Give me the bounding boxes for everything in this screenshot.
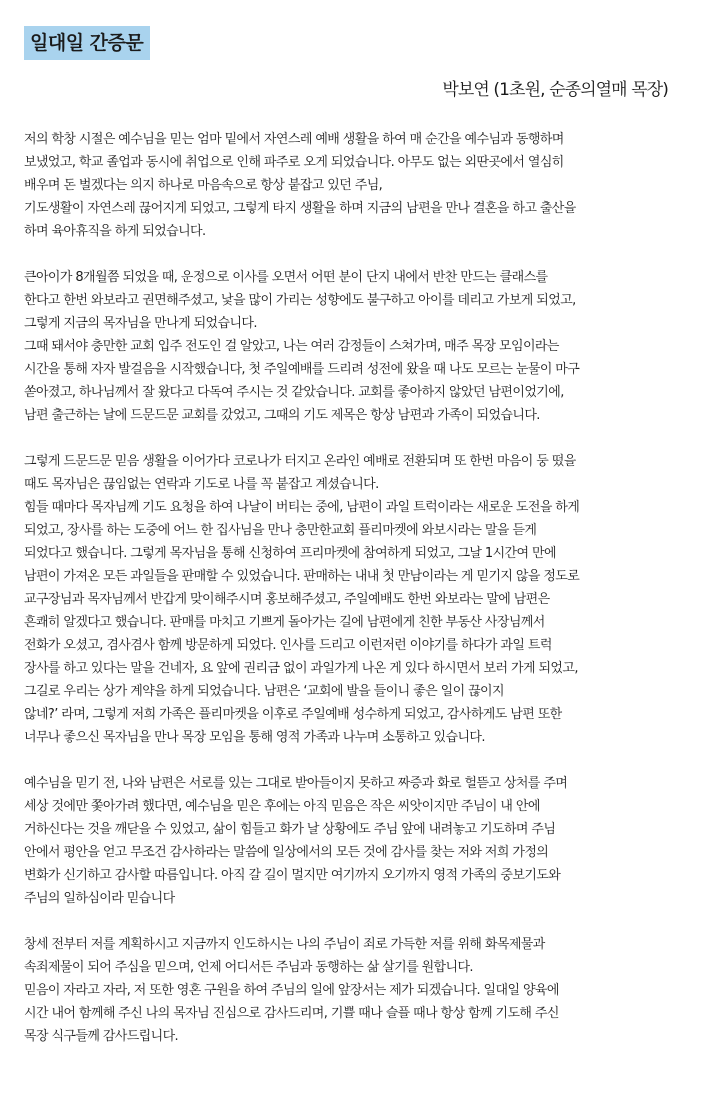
text-line: 그때 돼서야 충만한 교회 입주 전도인 걸 알았고, 나는 여러 감정들이 스쳐가며, 매주 목장 모임이라는 [24, 339, 559, 354]
text-line: 남편 출근하는 날에 드문드문 교회를 갔었고, 그때의 기도 제목은 항상 남편과 가족이 되었습니다. [24, 408, 540, 423]
text-line: 교구장님과 목자님께서 반갑게 맞이해주시며 홍보해주셨고, 주일예배도 한번 와보라는 말에 남편은 [24, 592, 550, 607]
text-line: 안에서 평안을 얻고 무조건 감사하라는 말씀에 일상에서의 모든 것에 감사를 찾는 저와 저희 가정의 [24, 845, 549, 860]
text-line: 큰아이가 8개월쯤 되었을 때, 운정으로 이사를 오면서 어떤 분이 단지 내에서 반찬 만드는 클래스를 [24, 270, 548, 285]
text-line: 한다고 한번 와보라고 권면해주셨고, 낯을 많이 가리는 성향에도 불구하고 아이를 데리고 가보게 되었고, [24, 293, 576, 308]
text-line: 예수님을 믿기 전, 나와 남편은 서로를 있는 그대로 받아들이지 못하고 짜증과 화로 헐뜯고 상처를 주며 [24, 776, 568, 791]
text-line: 때도 목자님은 끊임없는 연락과 기도로 나를 꼭 붙잡고 계셨습니다. [24, 477, 379, 492]
text-line: 그길로 우리는 상가 계약을 하게 되었습니다. 남편은 ‘교회에 발을 들이니 좋은 일이 끊이지 [24, 684, 504, 699]
text-line: 되었고, 장사를 하는 도중에 어느 한 집사님을 만나 충만한교회 플리마켓에 와보시라는 말을 듣게 [24, 523, 537, 538]
text-line: 배우며 돈 벌겠다는 의지 하나로 마음속으로 항상 붙잡고 있던 주님, [24, 178, 383, 193]
page-title: 일대일 간증문 [30, 32, 144, 54]
author-byline: 박보연 (1초원, 순종의열매 목장) [442, 80, 668, 100]
text-line: 목장 식구들께 감사드립니다. [24, 1029, 179, 1044]
text-line: 보냈었고, 학교 졸업과 동시에 취업으로 인해 파주로 오게 되었습니다. 아무도 없는 외딴곳에서 열심히 [24, 155, 564, 170]
paragraph [24, 450, 684, 749]
text-line: 시간 내어 함께해 주신 나의 목자님 진심으로 감사드리며, 기쁠 때나 슬플 때나 항상 함께 기도해 주신 [24, 1006, 559, 1021]
text-line: 주님의 일하심이라 믿습니다 [24, 891, 175, 906]
text-line: 흔쾌히 알겠다고 했습니다. 판매를 마치고 기쁘게 돌아가는 길에 남편에게 친한 부동산 사장님께서 [24, 615, 545, 630]
text-line: 쏟아졌고, 하나님께서 잘 왔다고 다독여 주시는 것 같았습니다. 교회를 좋아하지 않았던 남편이었기에, [24, 385, 564, 400]
text-line: 힘들 때마다 목자님께 기도 요청을 하여 나날이 버티는 중에, 남편이 과일 트럭이라는 새로운 도전을 하게 [24, 500, 580, 515]
text-line: 남편이 가져온 모든 과일들을 판매할 수 있었습니다. 판매하는 내내 첫 만남이라는 게 믿기지 않을 정도로 [24, 569, 580, 584]
paragraph [24, 772, 684, 910]
text-line: 시간을 통해 자자 발걸음을 시작했습니다, 첫 주일예배를 드리려 성전에 왔을 때 나도 모르는 눈물이 마구 [24, 362, 580, 377]
text-line: 하며 육아휴직을 하게 되었습니다. [24, 224, 206, 239]
text-line: 세상 것에만 쫓아가려 했다면, 예수님을 믿은 후에는 아직 믿음은 작은 씨앗이지만 주님이 내 안에 [24, 799, 540, 814]
text-line: 장사를 하고 있다는 말을 건네자, 요 앞에 권리금 없이 과일가게 나온 게 있다 하시면서 보러 가게 되었고, [24, 661, 578, 676]
text-line: 저의 학창 시절은 예수님을 믿는 엄마 밑에서 자연스레 예배 생활을 하여 매 순간을 예수님과 동행하며 [24, 132, 564, 147]
text-line: 너무나 좋으신 목자님을 만나 목장 모임을 통해 영적 가족과 나누며 소통하고 있습니다. [24, 730, 485, 745]
text-line: 창세 전부터 저를 계획하시고 지금까지 인도하시는 나의 주님이 죄로 가득한 저를 위해 화목제물과 [24, 937, 545, 952]
testimony-body [24, 128, 684, 1071]
text-line: 그렇게 지금의 목자님을 만나게 되었습니다. [24, 316, 257, 331]
text-line: 않네?’ 라며, 그렇게 저희 가족은 플리마켓을 이후로 주일예배 성수하게 되었고, 감사하게도 남편 또한 [24, 707, 562, 722]
text-line: 믿음이 자라고 자라, 저 또한 영혼 구원을 하여 주님의 일에 앞장서는 제가 되겠습니다. 일대일 양육에 [24, 983, 559, 998]
title-highlight [24, 26, 150, 60]
paragraph [24, 128, 684, 243]
text-line: 변화가 신기하고 감사할 따름입니다. 아직 갈 길이 멀지만 여기까지 오기까지 영적 가족의 중보기도와 [24, 868, 561, 883]
paragraph [24, 933, 684, 1048]
text-line: 그렇게 드문드문 믿음 생활을 이어가다 코로나가 터지고 온라인 예배로 전환되며 또 한번 마음이 둥 떴을 [24, 454, 576, 469]
text-line: 기도생활이 자연스레 끊어지게 되었고, 그렇게 타지 생활을 하며 지금의 남편을 만나 결혼을 하고 출산을 [24, 201, 576, 216]
text-line: 거하신다는 것을 깨닫을 수 있었고, 삶이 힘들고 화가 날 상황에도 주님 앞에 내려놓고 기도하며 주님 [24, 822, 556, 837]
paragraph [24, 266, 684, 427]
text-line: 되었다고 했습니다. 그렇게 목자님을 통해 신청하여 프리마켓에 참여하게 되었고, 그날 1시간여 만에 [24, 546, 556, 561]
text-line: 속죄제물이 되어 주심을 믿으며, 언제 어디서든 주님과 동행하는 삶 살기를 원합니다. [24, 960, 473, 975]
text-line: 전화가 오셨고, 겸사겸사 함께 방문하게 되었다. 인사를 드리고 이런저런 이야기를 하다가 과일 트럭 [24, 638, 552, 653]
